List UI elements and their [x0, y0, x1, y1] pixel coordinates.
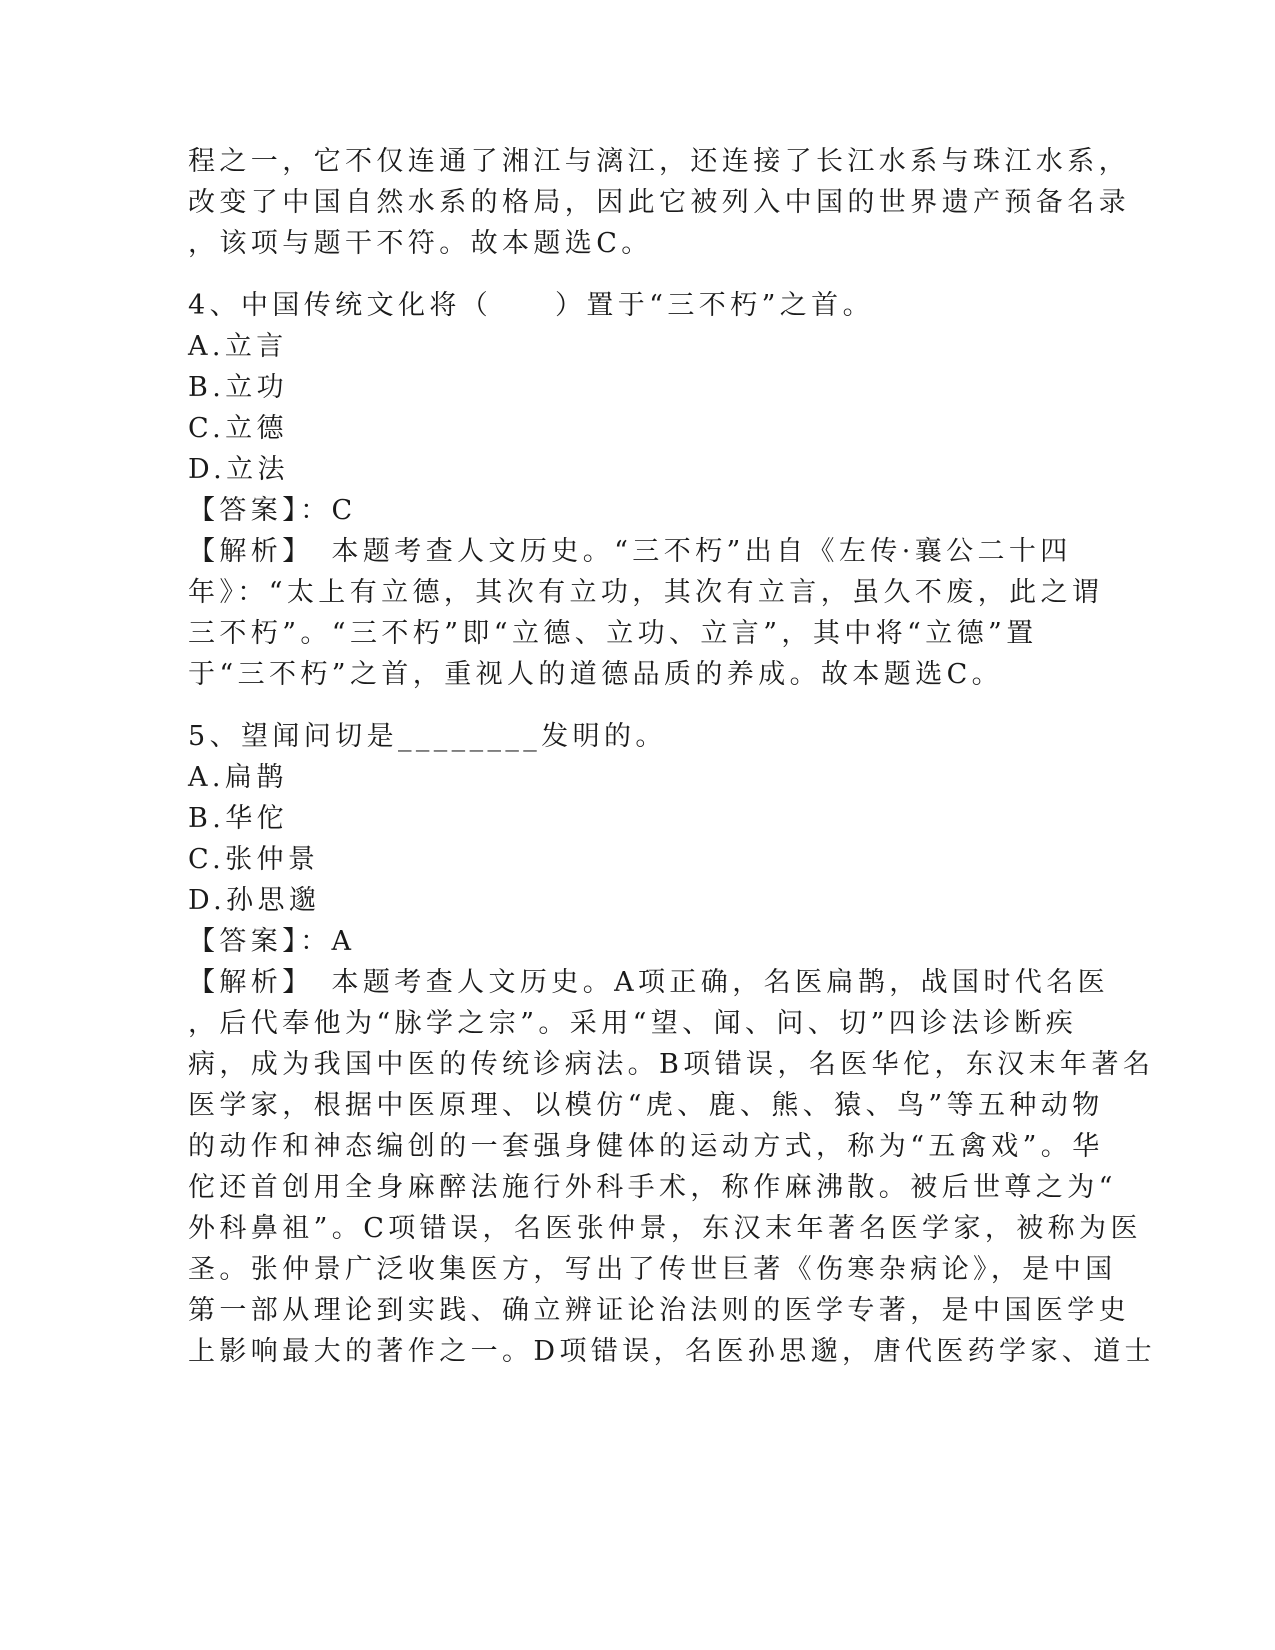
question-5-analysis-line: ，后代奉他为“脉学之宗”。采用“望、闻、问、切”四诊法诊断疾	[188, 1008, 1078, 1039]
prev-explanation-line: 程之一，它不仅连通了湘江与漓江，还连接了长江水系与珠江水系，	[188, 146, 1130, 177]
question-4-option-c: C.立德	[188, 413, 288, 444]
question-5-analysis-line: 病，成为我国中医的传统诊病法。B项错误，名医华佗，东汉末年著名	[188, 1049, 1155, 1080]
question-4-answer: 【答案】：C	[188, 495, 357, 526]
prev-explanation-line: ，该项与题干不符。故本题选C。	[188, 228, 653, 259]
question-4-stem: 4、中国传统文化将（ ）置于“三不朽”之首。	[188, 290, 874, 321]
question-5-analysis-line: 上影响最大的著作之一。D项错误，名医孙思邈，唐代医药学家、道士	[188, 1336, 1157, 1367]
question-4-analysis-line: 三不朽”。“三不朽”即“立德、立功、立言”，其中将“立德”置	[188, 618, 1038, 649]
question-4-option-b: B.立功	[188, 372, 289, 403]
prev-explanation-line: 改变了中国自然水系的格局，因此它被列入中国的世界遗产预备名录	[188, 187, 1130, 218]
question-4-analysis-line: 年》：“太上有立德，其次有立功，其次有立言，虽久不废，此之谓	[188, 577, 1104, 608]
question-5-analysis-line: 的动作和神态编创的一套强身健体的运动方式，称为“五禽戏”。华	[188, 1131, 1104, 1162]
question-5-option-d: D.孙思邈	[188, 885, 321, 916]
question-5-analysis-line: 第一部从理论到实践、确立辨证论治法则的医学专著，是中国医学史	[188, 1295, 1130, 1326]
question-4-analysis-line: 【解析】 本题考查人文历史。“三不朽”出自《左传·襄公二十四	[188, 536, 1072, 567]
question-5-analysis-line: 圣。张仲景广泛收集医方，写出了传世巨著《伤寒杂病论》，是中国	[188, 1254, 1117, 1285]
question-5-option-c: C.张仲景	[188, 844, 320, 875]
question-5-option-b: B.华佗	[188, 803, 289, 834]
question-4-option-d: D.立法	[188, 454, 289, 485]
question-4-option-a: A.立言	[188, 331, 288, 362]
question-5-option-a: A.扁鹊	[188, 762, 288, 793]
question-5-analysis-line: 【解析】 本题考查人文历史。A项正确，名医扁鹊，战国时代名医	[188, 967, 1109, 998]
question-5-analysis-line: 医学家，根据中医原理、以模仿“虎、鹿、熊、猿、鸟”等五种动物	[188, 1090, 1104, 1121]
question-5-stem: 5、望闻问切是________发明的。	[188, 721, 667, 752]
question-5-analysis-line: 外科鼻祖”。C项错误，名医张仲景，东汉末年著名医学家，被称为医	[188, 1213, 1142, 1244]
question-5-analysis-line: 佗还首创用全身麻醉法施行外科手术，称作麻沸散。被后世尊之为“	[188, 1172, 1117, 1203]
question-4-analysis-line: 于“三不朽”之首，重视人的道德品质的养成。故本题选C。	[188, 659, 1004, 690]
question-5-answer: 【答案】：A	[188, 926, 356, 957]
